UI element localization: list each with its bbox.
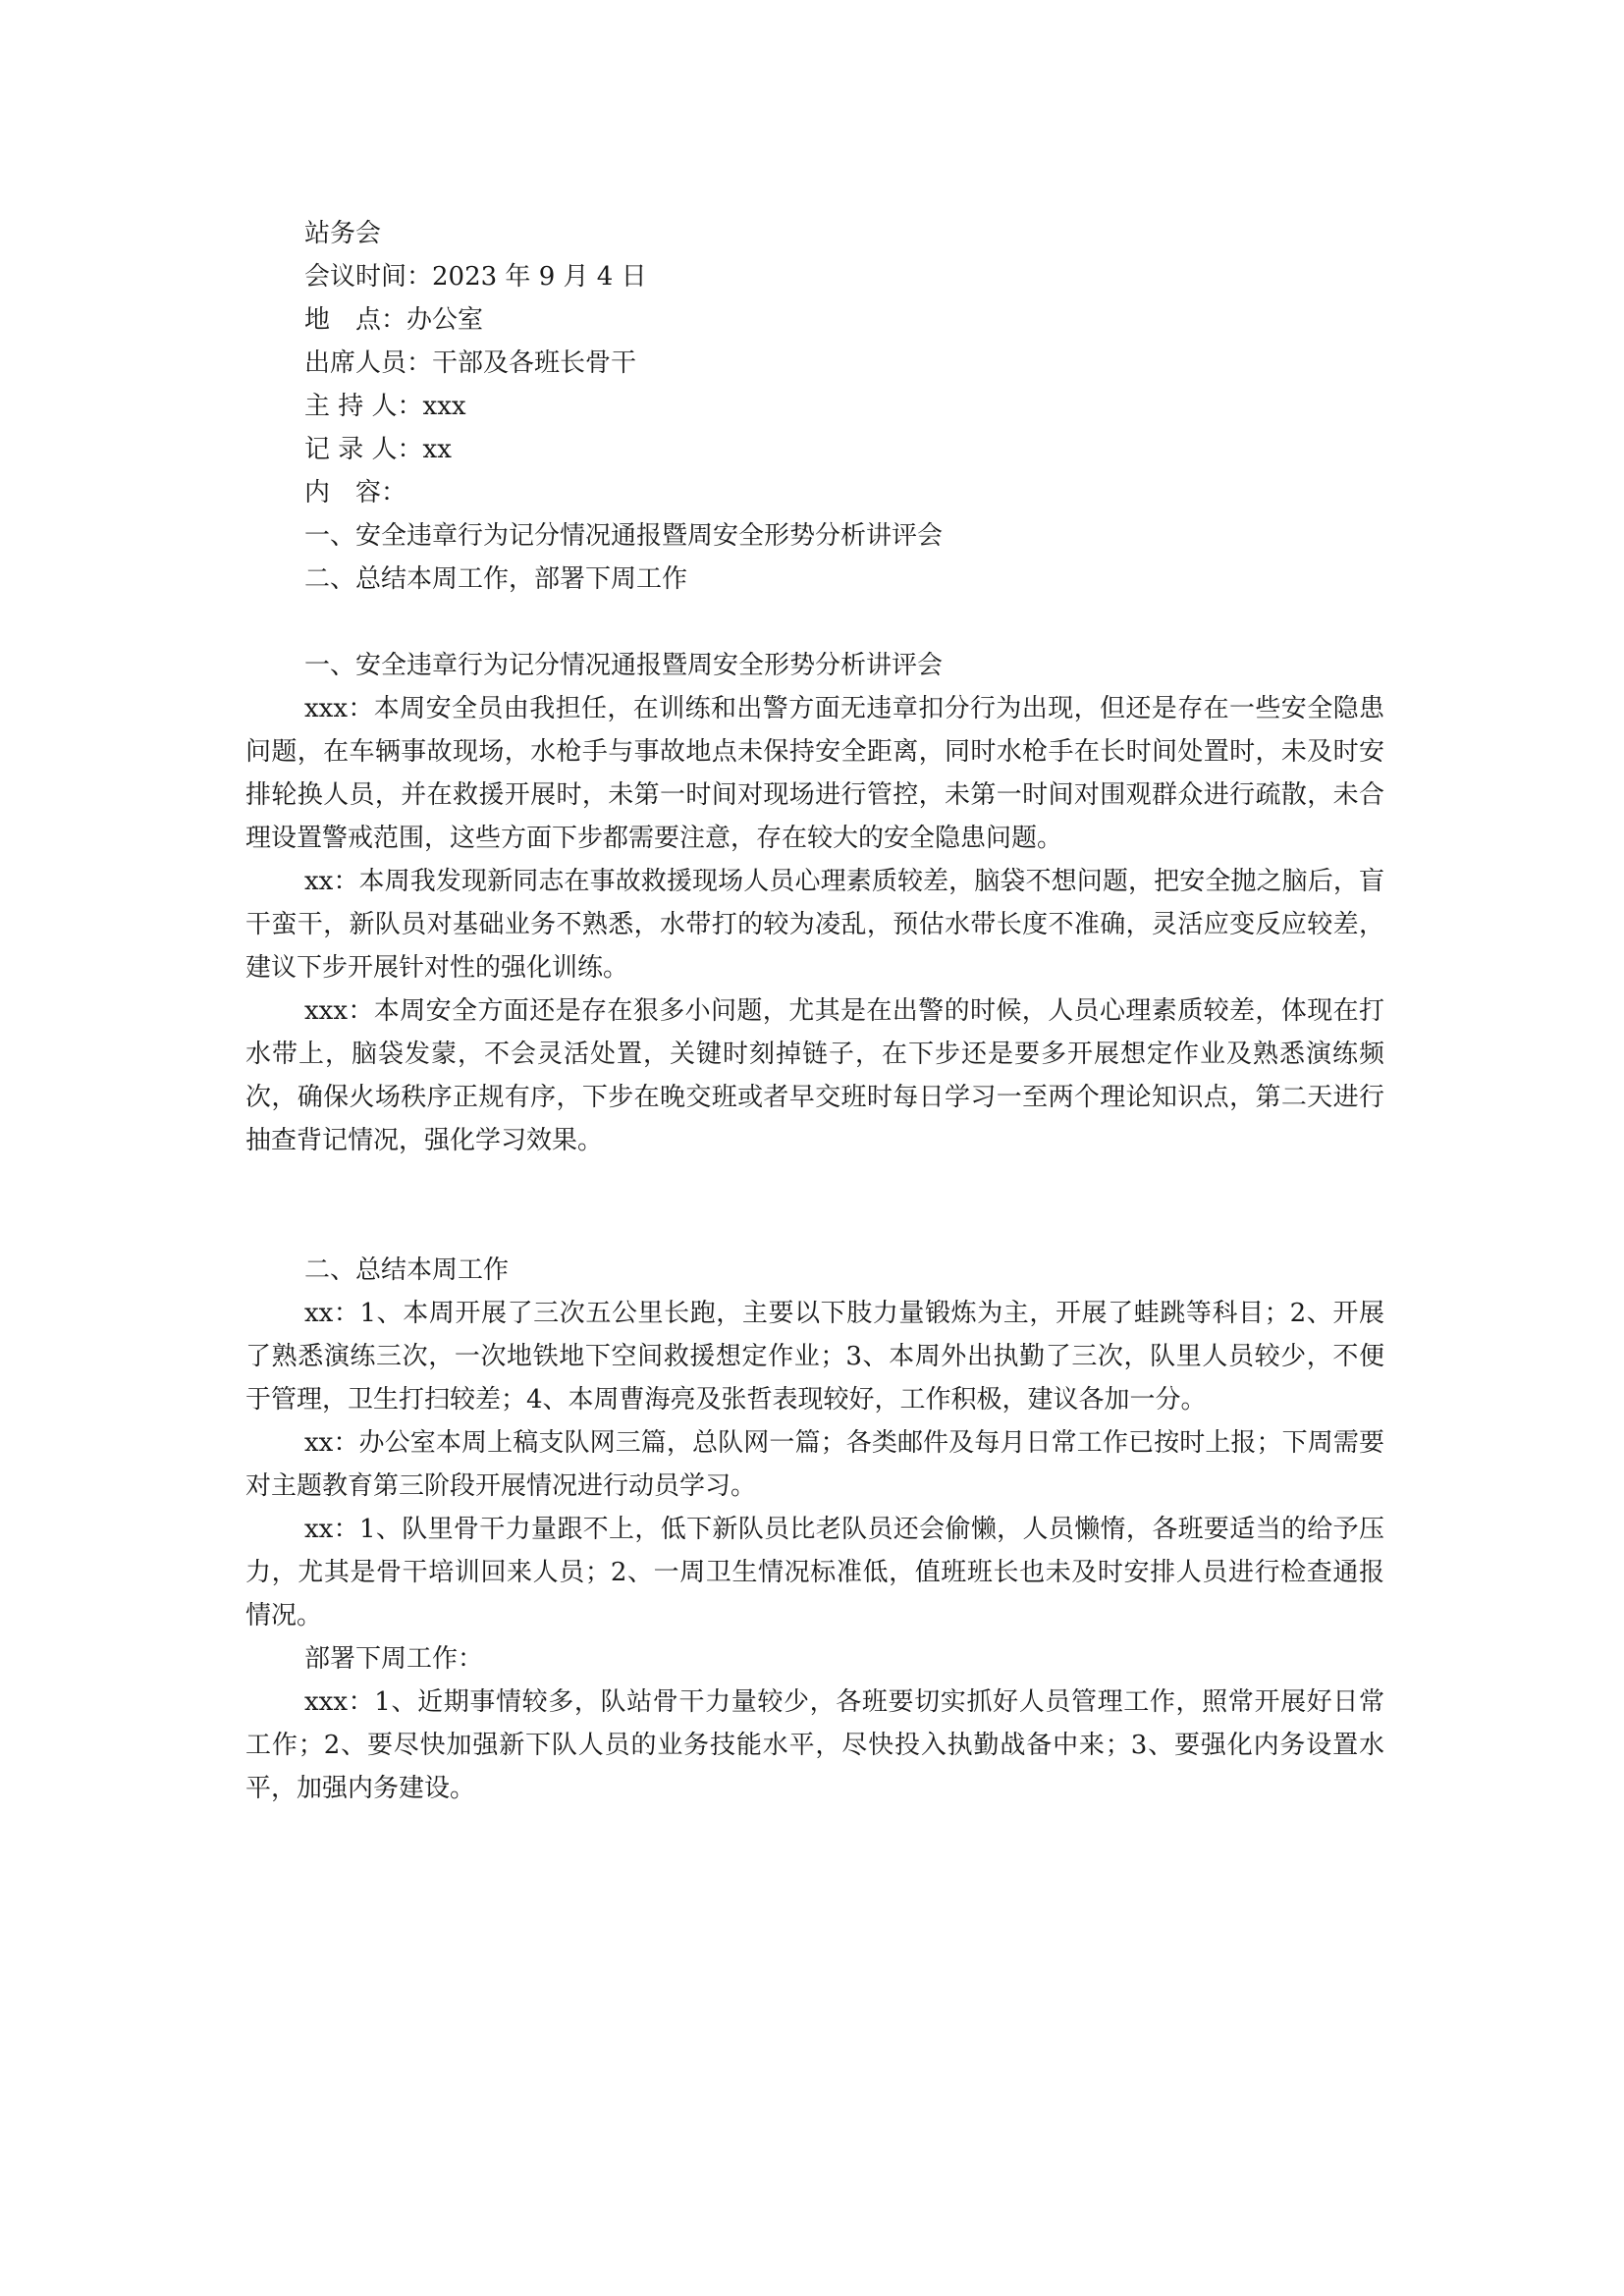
summary-paragraph: xx：办公室本周上稿支队网三篇，总队网一篇；各类邮件及每月日常工作已按时上报；下周需要对主题教育第三阶段开展情况进行动员学习。 <box>245 1428 1384 1501</box>
summary-paragraph: xx：1、队里骨干力量跟不上，低下新队员比老队员还会偷懒，人员懒惰，各班要适当的给予压力，尤其是骨干培训回来人员；2、一周卫生情况标准低，值班班长也未及时安排人员进行检查通报情况。 <box>245 1515 1384 1630</box>
meeting-recorder: 记 录 人：xx <box>304 435 452 464</box>
spacer <box>245 601 1384 644</box>
meeting-minutes <box>245 212 1384 1810</box>
spacer <box>245 1162 1384 1249</box>
meeting-attendees: 出席人员：干部及各班长骨干 <box>304 348 637 378</box>
safety-report-paragraph: xxx：本周安全员由我担任，在训练和出警方面无违章扣分行为出现，但还是存在一些安全隐患问题，在车辆事故现场，水枪手与事故地点未保持安全距离，同时水枪手在长时间处置时，未及时安排轮换人员，并在救援开展时，未第一时间对现场进行管控，未第一时间对围观群众进行疏散，未合理设置警戒范围，这些方面下步都需要注意，存在较大的安全隐患问题。 <box>245 694 1384 853</box>
agenda-item: 一、安全违章行为记分情况通报暨周安全形势分析讲评会 <box>304 521 944 551</box>
meeting-time: 会议时间：2023 年 9 月 4 日 <box>304 262 647 292</box>
meeting-host: 主 持 人：xxx <box>304 392 466 421</box>
meeting-place: 地 点：办公室 <box>304 305 484 335</box>
next-week-label: 部署下周工作： <box>304 1644 484 1674</box>
content-label: 内 容： <box>304 478 407 507</box>
next-week-paragraph: xxx：1、近期事情较多，队站骨干力量较少，各班要切实抓好人员管理工作，照常开展好日常工作；2、要尽快加强新下队人员的业务技能水平，尽快投入执勤战备中来；3、要强化内务设置水平，加强内务建设。 <box>245 1687 1384 1803</box>
agenda-item: 二、总结本周工作，部署下周工作 <box>304 564 688 594</box>
section-heading-summary: 二、总结本周工作 <box>304 1255 510 1285</box>
safety-report-paragraph: xxx：本周安全方面还是存在狠多小问题，尤其是在出警的时候，人员心理素质较差，体现在打水带上，脑袋发蒙，不会灵活处置，关键时刻掉链子，在下步还是要多开展想定作业及熟悉演练频次，确保火场秩序正规有序，下步在晚交班或者早交班时每日学习一至两个理论知识点，第二天进行抽查背记情况，强化学习效果。 <box>245 996 1384 1155</box>
meeting-title: 站务会 <box>304 219 382 248</box>
safety-report-paragraph: xx：本周我发现新同志在事故救援现场人员心理素质较差，脑袋不想问题，把安全抛之脑后，盲干蛮干，新队员对基础业务不熟悉，水带打的较为凌乱，预估水带长度不准确，灵活应变反应较差，建议下步开展针对性的强化训练。 <box>245 867 1384 983</box>
summary-paragraph: xx：1、本周开展了三次五公里长跑，主要以下肢力量锻炼为主，开展了蛙跳等科目；2、开展了熟悉演练三次，一次地铁地下空间救援想定作业；3、本周外出执勤了三次，队里人员较少，不便于管理，卫生打扫较差；4、本周曹海亮及张哲表现较好，工作积极，建议各加一分。 <box>245 1299 1384 1415</box>
section-heading-safety: 一、安全违章行为记分情况通报暨周安全形势分析讲评会 <box>304 651 944 680</box>
